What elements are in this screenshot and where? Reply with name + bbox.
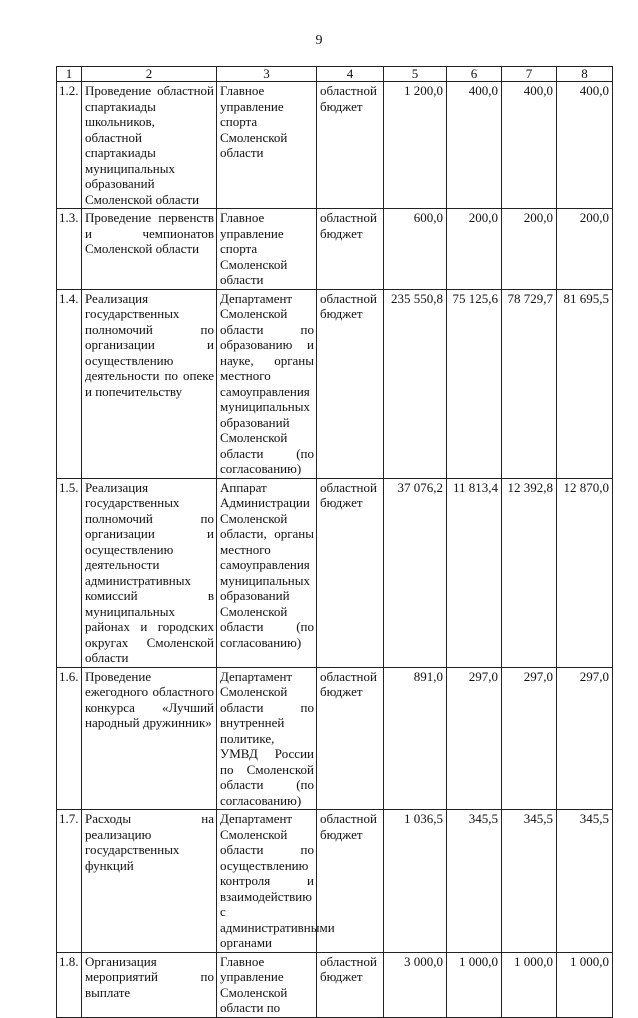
executor: Главное управление Смоленской области по [217, 952, 317, 1017]
row-number: 1.7. [57, 810, 82, 953]
column-header: 3 [217, 67, 317, 82]
funding-source: областной бюджет [317, 209, 384, 290]
year-value: 200,0 [447, 209, 502, 290]
total-value: 37 076,2 [384, 478, 447, 667]
header-row [57, 67, 613, 82]
table-row [57, 952, 613, 1017]
column-header: 7 [502, 67, 557, 82]
funding-source: областной бюджет [317, 289, 384, 478]
year-value: 12 870,0 [557, 478, 613, 667]
total-value: 235 550,8 [384, 289, 447, 478]
executor: Аппарат Администрации Смоленской области, органы местного самоуправления муниципальных образований Смоленской области (по согласованию) [217, 478, 317, 667]
row-number: 1.2. [57, 82, 82, 209]
row-number: 1.3. [57, 209, 82, 290]
table-row [57, 209, 613, 290]
program-table [56, 66, 613, 1018]
funding-source: областной бюджет [317, 667, 384, 810]
year-value: 345,5 [502, 810, 557, 953]
year-value: 297,0 [502, 667, 557, 810]
total-value: 3 000,0 [384, 952, 447, 1017]
page-number: 9 [315, 33, 323, 48]
column-header: 2 [82, 67, 217, 82]
year-value: 81 695,5 [557, 289, 613, 478]
year-value: 400,0 [447, 82, 502, 209]
total-value: 1 036,5 [384, 810, 447, 953]
total-value: 600,0 [384, 209, 447, 290]
funding-source: областной бюджет [317, 478, 384, 667]
funding-source: областной бюджет [317, 952, 384, 1017]
year-value: 200,0 [557, 209, 613, 290]
year-value: 297,0 [557, 667, 613, 810]
year-value: 200,0 [502, 209, 557, 290]
executor: Главное управление спорта Смоленской области [217, 209, 317, 290]
activity-name: Расходы на реализацию государственных функций [82, 810, 217, 953]
activity-name: Реализация государственных полномочий по организации и осуществлению деятельности по опеке и попечительству [82, 289, 217, 478]
year-value: 1 000,0 [557, 952, 613, 1017]
executor: Главное управление спорта Смоленской области [217, 82, 317, 209]
column-header: 4 [317, 67, 384, 82]
row-number: 1.8. [57, 952, 82, 1017]
total-value: 1 200,0 [384, 82, 447, 209]
column-header: 1 [57, 67, 82, 82]
activity-name: Проведение областной спартакиады школьников, областной спартакиады муниципальных образований Смоленской области [82, 82, 217, 209]
year-value: 78 729,7 [502, 289, 557, 478]
total-value: 891,0 [384, 667, 447, 810]
column-header: 5 [384, 67, 447, 82]
activity-name: Проведение ежегодного областного конкурса «Лучший народный дружинник» [82, 667, 217, 810]
table-row [57, 810, 613, 953]
year-value: 345,5 [557, 810, 613, 953]
column-header: 6 [447, 67, 502, 82]
year-value: 400,0 [502, 82, 557, 209]
row-number: 1.6. [57, 667, 82, 810]
executor: Департамент Смоленской области по осуществлению контроля и взаимодействию с административными органами [217, 810, 317, 953]
year-value: 1 000,0 [502, 952, 557, 1017]
executor: Департамент Смоленской области по внутренней политике, УМВД России по Смоленской области (по согласованию) [217, 667, 317, 810]
year-value: 345,5 [447, 810, 502, 953]
row-number: 1.5. [57, 478, 82, 667]
year-value: 297,0 [447, 667, 502, 810]
year-value: 12 392,8 [502, 478, 557, 667]
funding-source: областной бюджет [317, 82, 384, 209]
table-row [57, 82, 613, 209]
activity-name: Реализация государственных полномочий по организации и осуществлению деятельности административных комиссий в муниципальных районах и городских округах Смоленской области [82, 478, 217, 667]
year-value: 11 813,4 [447, 478, 502, 667]
funding-source: областной бюджет [317, 810, 384, 953]
table-row [57, 478, 613, 667]
row-number: 1.4. [57, 289, 82, 478]
table-row [57, 289, 613, 478]
activity-name: Проведение первенств и чемпионатов Смоленской области [82, 209, 217, 290]
activity-name: Организация мероприятий по выплате [82, 952, 217, 1017]
year-value: 1 000,0 [447, 952, 502, 1017]
table-row [57, 667, 613, 810]
year-value: 400,0 [557, 82, 613, 209]
year-value: 75 125,6 [447, 289, 502, 478]
column-header: 8 [557, 67, 613, 82]
executor: Департамент Смоленской области по образованию и науке, органы местного самоуправления муниципальных образований Смоленской области (по согласованию) [217, 289, 317, 478]
